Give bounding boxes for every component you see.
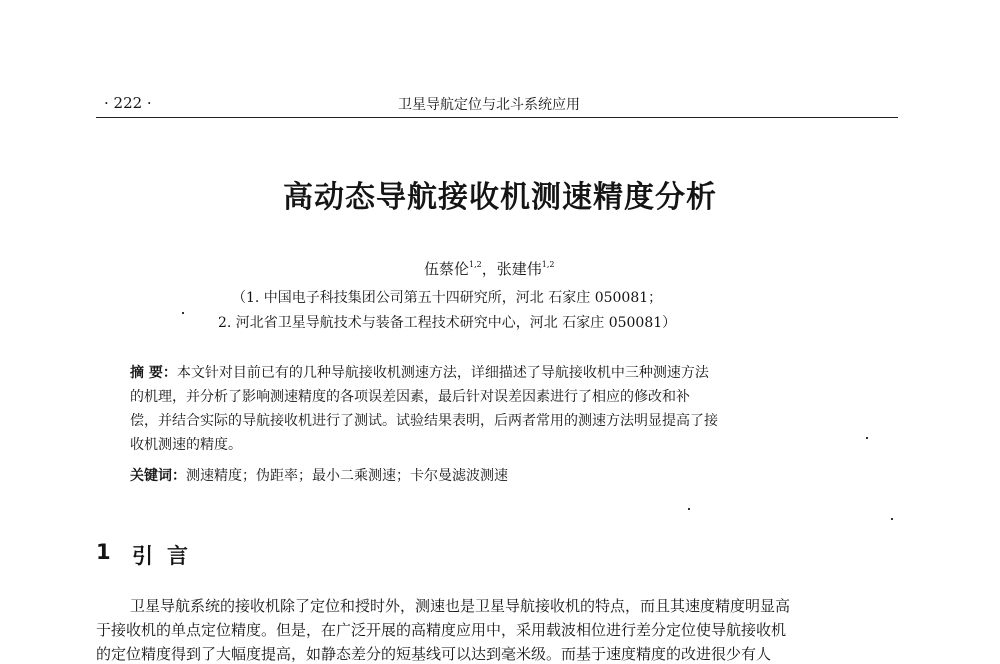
author-separator: ，	[481, 260, 497, 278]
body-line-1: 卫星导航系统的接收机除了定位和授时外，测速也是卫星导航接收机的特点，而且其速度精度明显高	[130, 597, 791, 615]
header-rule	[96, 117, 898, 118]
scan-speck	[182, 312, 184, 314]
paper-title: 高动态导航接收机测速精度分析	[283, 180, 717, 215]
scan-speck	[891, 518, 893, 520]
running-title: 卫星导航定位与北斗系统应用	[398, 97, 580, 113]
author-1: 伍蔡伦	[424, 260, 470, 278]
affiliation-2: 2. 河北省卫星导航技术与装备工程技术研究中心，河北 石家庄 050081）	[218, 315, 677, 331]
page-number: · 222 ·	[104, 94, 152, 112]
scan-speck	[688, 508, 690, 510]
body-line-2: 于接收机的单点定位精度。但是，在广泛开展的高精度应用中，采用载波相位进行差分定位使导航接收机	[96, 621, 787, 639]
abstract-line-1	[130, 362, 870, 382]
abstract-line-2: 的机理，并分析了影响测速精度的各项误差因素，最后针对误差因素进行了相应的修改和补	[130, 389, 690, 405]
body-line-3: 的定位精度得到了大幅度提高，如静态差分的短基线可以达到毫米级。而基于速度精度的改进很少有人	[96, 645, 772, 663]
author-1-affiliation-mark: 1,2	[469, 260, 482, 269]
section-number: 1	[96, 540, 111, 564]
abstract-text-1: 本文针对目前已有的几种导航接收机测速方法，详细描述了导航接收机中三种测速方法	[176, 365, 709, 381]
abstract-line-3: 偿，并结合实际的导航接收机进行了测试。试验结果表明，后两者常用的测速方法明显提高了接	[130, 413, 718, 429]
authors	[424, 258, 555, 279]
affiliation-1: （1. 中国电子科技集团公司第五十四研究所，河北 石家庄 050081；	[232, 290, 663, 306]
abstract-line-4: 收机测速的精度。	[130, 437, 242, 453]
keywords-label: 关键词：	[130, 468, 186, 484]
abstract-label: 摘 要：	[130, 365, 177, 381]
keywords-line	[130, 465, 508, 485]
author-2-affiliation-mark: 1,2	[541, 260, 555, 269]
section-heading: 引言	[132, 544, 202, 568]
author-2: 张建伟	[496, 260, 542, 278]
keywords-text: 测速精度；伪距率；最小二乘测速；卡尔曼滤波测速	[186, 468, 508, 484]
scan-speck	[866, 437, 868, 439]
